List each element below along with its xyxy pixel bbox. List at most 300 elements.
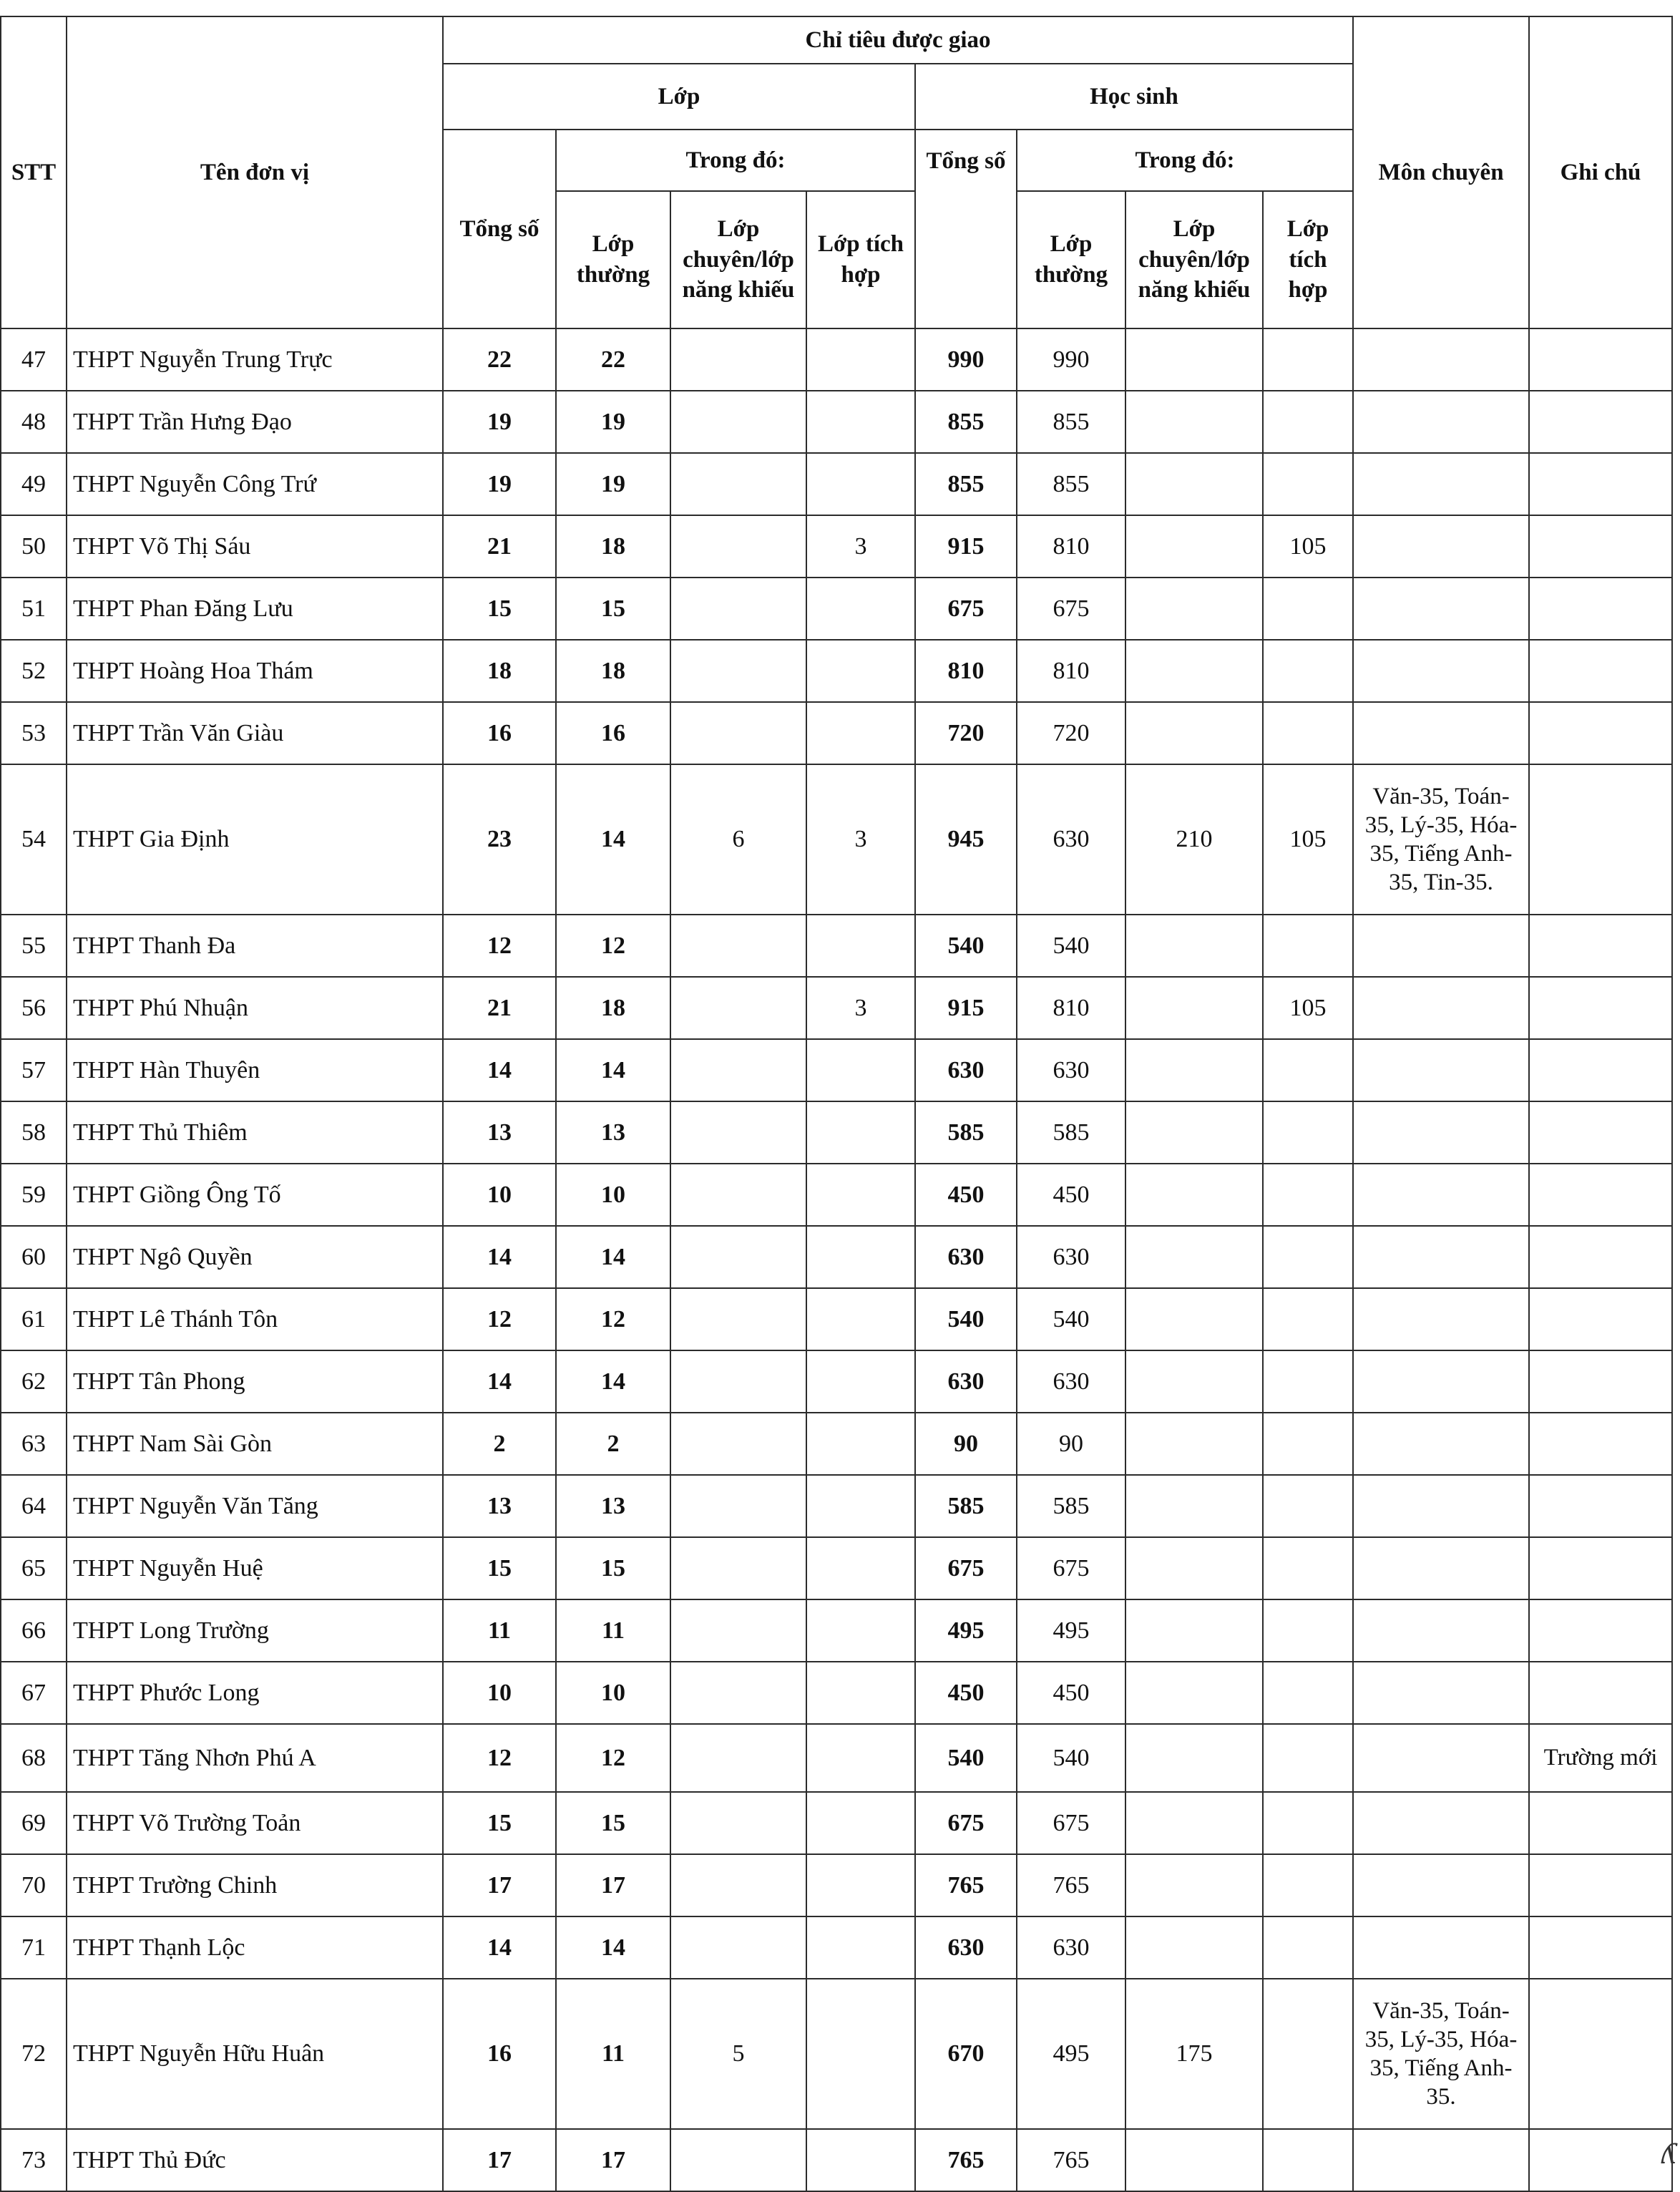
- cell-class-regular: 16: [556, 702, 670, 764]
- cell-class-integrated: [806, 1101, 915, 1164]
- cell-notes: [1529, 764, 1672, 915]
- cell-class-specialized: [670, 977, 806, 1039]
- cell-unit-name: THPT Phú Nhuận: [67, 977, 443, 1039]
- header-class-total: Tổng số: [443, 130, 556, 328]
- cell-class-specialized: [670, 702, 806, 764]
- cell-student-total: 450: [915, 1662, 1017, 1724]
- cell-class-integrated: [806, 578, 915, 640]
- cell-student-total: 585: [915, 1475, 1017, 1537]
- cell-class-specialized: [670, 1792, 806, 1854]
- cell-class-regular: 13: [556, 1475, 670, 1537]
- cell-specialized-subjects: [1353, 1164, 1529, 1226]
- cell-student-regular: 675: [1017, 1537, 1125, 1599]
- cell-student-specialized: [1125, 1792, 1263, 1854]
- quota-table: [0, 16, 1673, 2192]
- table-row: [1, 702, 1672, 764]
- table-body: [1, 328, 1672, 2191]
- cell-class-integrated: [806, 1413, 915, 1475]
- cell-class-specialized: [670, 1039, 806, 1101]
- cell-student-specialized: [1125, 1226, 1263, 1288]
- cell-class-total: 10: [443, 1662, 556, 1724]
- cell-student-specialized: [1125, 702, 1263, 764]
- cell-class-specialized: [670, 2129, 806, 2191]
- cell-stt: 62: [1, 1350, 67, 1413]
- cell-class-specialized: [670, 1537, 806, 1599]
- cell-student-regular: 765: [1017, 1854, 1125, 1916]
- cell-student-specialized: [1125, 1288, 1263, 1350]
- table-row: [1, 1599, 1672, 1662]
- cell-student-integrated: [1263, 453, 1353, 515]
- cell-class-total: 12: [443, 915, 556, 977]
- cell-class-total: 16: [443, 1979, 556, 2129]
- cell-class-regular: 18: [556, 515, 670, 578]
- cell-unit-name: THPT Gia Định: [67, 764, 443, 915]
- cell-class-total: 23: [443, 764, 556, 915]
- cell-unit-name: THPT Võ Trường Toản: [67, 1792, 443, 1854]
- cell-student-regular: 810: [1017, 515, 1125, 578]
- table-row: [1, 2129, 1672, 2191]
- cell-class-specialized: [670, 1288, 806, 1350]
- cell-unit-name: THPT Nguyễn Hữu Huân: [67, 1979, 443, 2129]
- table-row: [1, 1662, 1672, 1724]
- cell-specialized-subjects: [1353, 1662, 1529, 1724]
- cell-student-specialized: [1125, 391, 1263, 453]
- cell-stt: 68: [1, 1724, 67, 1792]
- cell-stt: 58: [1, 1101, 67, 1164]
- cell-unit-name: THPT Nguyễn Công Trứ: [67, 453, 443, 515]
- cell-class-integrated: [806, 1724, 915, 1792]
- cell-student-regular: 630: [1017, 764, 1125, 915]
- cell-class-specialized: [670, 1916, 806, 1979]
- cell-student-integrated: [1263, 1226, 1353, 1288]
- cell-specialized-subjects: [1353, 1226, 1529, 1288]
- table-row: [1, 1226, 1672, 1288]
- table-row: [1, 1288, 1672, 1350]
- cell-student-specialized: [1125, 1164, 1263, 1226]
- cell-student-specialized: [1125, 915, 1263, 977]
- cell-stt: 67: [1, 1662, 67, 1724]
- cell-class-integrated: [806, 1916, 915, 1979]
- cell-specialized-subjects: [1353, 1288, 1529, 1350]
- cell-class-integrated: [806, 1475, 915, 1537]
- cell-student-specialized: [1125, 1854, 1263, 1916]
- cell-class-total: 16: [443, 702, 556, 764]
- cell-class-total: 21: [443, 977, 556, 1039]
- cell-notes: [1529, 915, 1672, 977]
- cell-notes: [1529, 1854, 1672, 1916]
- cell-class-integrated: [806, 328, 915, 391]
- cell-student-integrated: [1263, 1792, 1353, 1854]
- cell-stt: 48: [1, 391, 67, 453]
- cell-student-total: 540: [915, 915, 1017, 977]
- cell-specialized-subjects: [1353, 328, 1529, 391]
- cell-specialized-subjects: [1353, 1724, 1529, 1792]
- cell-unit-name: THPT Lê Thánh Tôn: [67, 1288, 443, 1350]
- cell-student-integrated: [1263, 915, 1353, 977]
- cell-stt: 71: [1, 1916, 67, 1979]
- cell-student-total: 450: [915, 1164, 1017, 1226]
- table-row: [1, 1413, 1672, 1475]
- cell-notes: [1529, 1350, 1672, 1413]
- cell-class-specialized: [670, 515, 806, 578]
- cell-student-total: 630: [915, 1226, 1017, 1288]
- cell-specialized-subjects: [1353, 2129, 1529, 2191]
- cell-student-total: 915: [915, 515, 1017, 578]
- cell-class-regular: 19: [556, 453, 670, 515]
- cell-student-regular: 450: [1017, 1164, 1125, 1226]
- cell-stt: 51: [1, 578, 67, 640]
- cell-class-integrated: 3: [806, 515, 915, 578]
- cell-student-integrated: 105: [1263, 764, 1353, 915]
- cell-class-total: 15: [443, 1792, 556, 1854]
- cell-specialized-subjects: [1353, 977, 1529, 1039]
- cell-class-specialized: [670, 1164, 806, 1226]
- cell-notes: [1529, 328, 1672, 391]
- cell-stt: 65: [1, 1537, 67, 1599]
- cell-unit-name: THPT Thủ Đức: [67, 2129, 443, 2191]
- cell-class-integrated: [806, 1792, 915, 1854]
- cell-specialized-subjects: [1353, 640, 1529, 702]
- cell-class-specialized: [670, 328, 806, 391]
- cell-class-specialized: [670, 1724, 806, 1792]
- cell-notes: [1529, 702, 1672, 764]
- table-row: [1, 1537, 1672, 1599]
- cell-notes: [1529, 1288, 1672, 1350]
- cell-class-specialized: [670, 1662, 806, 1724]
- cell-student-integrated: [1263, 1164, 1353, 1226]
- table-row: [1, 328, 1672, 391]
- cell-student-regular: 90: [1017, 1413, 1125, 1475]
- cell-class-total: 17: [443, 2129, 556, 2191]
- cell-class-regular: 12: [556, 1288, 670, 1350]
- cell-student-specialized: [1125, 1101, 1263, 1164]
- cell-student-total: 810: [915, 640, 1017, 702]
- cell-class-regular: 14: [556, 1350, 670, 1413]
- cell-class-integrated: [806, 1662, 915, 1724]
- cell-student-total: 765: [915, 2129, 1017, 2191]
- cell-notes: [1529, 391, 1672, 453]
- cell-student-regular: 855: [1017, 391, 1125, 453]
- cell-class-regular: 14: [556, 1916, 670, 1979]
- cell-student-total: 585: [915, 1101, 1017, 1164]
- cell-notes: [1529, 1039, 1672, 1101]
- cell-unit-name: THPT Hoàng Hoa Thám: [67, 640, 443, 702]
- cell-specialized-subjects: [1353, 1537, 1529, 1599]
- cell-class-total: 12: [443, 1288, 556, 1350]
- cell-student-total: 90: [915, 1413, 1017, 1475]
- cell-student-specialized: [1125, 1916, 1263, 1979]
- table-row: [1, 1164, 1672, 1226]
- cell-specialized-subjects: Văn-35, Toán-35, Lý-35, Hóa-35, Tiếng Anh-35.: [1353, 1979, 1529, 2129]
- cell-student-integrated: 105: [1263, 977, 1353, 1039]
- header-classes: Lớp: [443, 64, 915, 130]
- cell-class-specialized: 5: [670, 1979, 806, 2129]
- cell-class-integrated: [806, 2129, 915, 2191]
- cell-class-total: 14: [443, 1916, 556, 1979]
- cell-specialized-subjects: [1353, 1413, 1529, 1475]
- cell-class-total: 14: [443, 1350, 556, 1413]
- cell-class-regular: 18: [556, 640, 670, 702]
- table-row: [1, 640, 1672, 702]
- cell-student-regular: 990: [1017, 328, 1125, 391]
- cell-student-total: 675: [915, 1792, 1017, 1854]
- cell-class-total: 11: [443, 1599, 556, 1662]
- cell-stt: 52: [1, 640, 67, 702]
- cell-class-total: 15: [443, 1537, 556, 1599]
- cell-notes: [1529, 1916, 1672, 1979]
- cell-student-integrated: [1263, 1662, 1353, 1724]
- cell-specialized-subjects: [1353, 1039, 1529, 1101]
- cell-student-specialized: [1125, 328, 1263, 391]
- cell-student-regular: 630: [1017, 1039, 1125, 1101]
- cell-student-regular: 585: [1017, 1475, 1125, 1537]
- cell-class-integrated: [806, 1039, 915, 1101]
- cell-student-integrated: [1263, 391, 1353, 453]
- cell-unit-name: THPT Tăng Nhơn Phú A: [67, 1724, 443, 1792]
- cell-class-regular: 15: [556, 578, 670, 640]
- cell-student-integrated: [1263, 2129, 1353, 2191]
- cell-class-integrated: [806, 1226, 915, 1288]
- cell-class-integrated: [806, 702, 915, 764]
- cell-unit-name: THPT Giồng Ông Tố: [67, 1164, 443, 1226]
- cell-specialized-subjects: [1353, 1854, 1529, 1916]
- cell-stt: 72: [1, 1979, 67, 2129]
- cell-student-total: 720: [915, 702, 1017, 764]
- cell-student-integrated: [1263, 1599, 1353, 1662]
- cell-student-specialized: 175: [1125, 1979, 1263, 2129]
- cell-class-integrated: [806, 1350, 915, 1413]
- table-header: [1, 16, 1672, 328]
- cell-student-regular: 540: [1017, 1724, 1125, 1792]
- cell-student-specialized: [1125, 1724, 1263, 1792]
- cell-notes: [1529, 1792, 1672, 1854]
- cell-notes: [1529, 578, 1672, 640]
- header-notes: Ghi chú: [1529, 16, 1672, 328]
- cell-student-regular: 540: [1017, 915, 1125, 977]
- cell-stt: 54: [1, 764, 67, 915]
- cell-stt: 73: [1, 2129, 67, 2191]
- cell-stt: 50: [1, 515, 67, 578]
- cell-notes: [1529, 2129, 1672, 2191]
- header-student-breakdown: Trong đó:: [1017, 130, 1353, 191]
- table-row: [1, 1916, 1672, 1979]
- cell-student-integrated: [1263, 578, 1353, 640]
- cell-class-regular: 2: [556, 1413, 670, 1475]
- cell-class-specialized: [670, 1475, 806, 1537]
- header-class-breakdown: Trong đó:: [556, 130, 915, 191]
- cell-specialized-subjects: [1353, 1792, 1529, 1854]
- cell-unit-name: THPT Phước Long: [67, 1662, 443, 1724]
- cell-student-total: 540: [915, 1288, 1017, 1350]
- header-students: Học sinh: [915, 64, 1353, 130]
- cell-student-regular: 630: [1017, 1226, 1125, 1288]
- cell-unit-name: THPT Nam Sài Gòn: [67, 1413, 443, 1475]
- cell-unit-name: THPT Võ Thị Sáu: [67, 515, 443, 578]
- header-class-specialized: Lớp chuyên/lớp năng khiếu: [670, 191, 806, 328]
- cell-stt: 61: [1, 1288, 67, 1350]
- cell-notes: Trường mới: [1529, 1724, 1672, 1792]
- cell-student-total: 670: [915, 1979, 1017, 2129]
- cell-unit-name: THPT Long Trường: [67, 1599, 443, 1662]
- cell-specialized-subjects: [1353, 578, 1529, 640]
- cell-student-regular: 855: [1017, 453, 1125, 515]
- cell-notes: [1529, 1537, 1672, 1599]
- cell-class-total: 19: [443, 453, 556, 515]
- cell-class-regular: 17: [556, 1854, 670, 1916]
- cell-student-specialized: [1125, 1599, 1263, 1662]
- cell-student-integrated: 105: [1263, 515, 1353, 578]
- cell-student-integrated: [1263, 640, 1353, 702]
- cell-stt: 53: [1, 702, 67, 764]
- header-student-total: Tổng số: [915, 130, 1017, 328]
- cell-unit-name: THPT Ngô Quyền: [67, 1226, 443, 1288]
- cell-student-integrated: [1263, 702, 1353, 764]
- cell-notes: [1529, 1413, 1672, 1475]
- cell-student-total: 630: [915, 1039, 1017, 1101]
- cell-student-integrated: [1263, 1724, 1353, 1792]
- cell-class-regular: 11: [556, 1599, 670, 1662]
- cell-class-integrated: [806, 1599, 915, 1662]
- cell-student-integrated: [1263, 1350, 1353, 1413]
- cell-notes: [1529, 1164, 1672, 1226]
- cell-student-regular: 675: [1017, 578, 1125, 640]
- cell-unit-name: THPT Phan Đăng Lưu: [67, 578, 443, 640]
- cell-class-total: 22: [443, 328, 556, 391]
- cell-class-integrated: [806, 391, 915, 453]
- cell-student-integrated: [1263, 1475, 1353, 1537]
- cell-unit-name: THPT Nguyễn Huệ: [67, 1537, 443, 1599]
- cell-class-regular: 13: [556, 1101, 670, 1164]
- table-row: [1, 1979, 1672, 2129]
- cell-unit-name: THPT Nguyễn Trung Trực: [67, 328, 443, 391]
- cell-unit-name: THPT Trường Chinh: [67, 1854, 443, 1916]
- cell-class-total: 15: [443, 578, 556, 640]
- cell-student-specialized: [1125, 1350, 1263, 1413]
- cell-class-total: 14: [443, 1039, 556, 1101]
- cell-class-regular: 10: [556, 1164, 670, 1226]
- cell-unit-name: THPT Hàn Thuyên: [67, 1039, 443, 1101]
- header-class-integrated: Lớp tích hợp: [806, 191, 915, 328]
- cell-unit-name: THPT Thủ Thiêm: [67, 1101, 443, 1164]
- cell-class-total: 2: [443, 1413, 556, 1475]
- header-student-regular: Lớp thường: [1017, 191, 1125, 328]
- cell-class-specialized: [670, 915, 806, 977]
- cell-specialized-subjects: [1353, 1916, 1529, 1979]
- cell-specialized-subjects: [1353, 1475, 1529, 1537]
- cell-class-total: 10: [443, 1164, 556, 1226]
- cell-class-specialized: [670, 1599, 806, 1662]
- cell-stt: 57: [1, 1039, 67, 1101]
- cell-specialized-subjects: [1353, 915, 1529, 977]
- cell-student-regular: 450: [1017, 1662, 1125, 1724]
- cell-student-specialized: [1125, 578, 1263, 640]
- cell-unit-name: THPT Tân Phong: [67, 1350, 443, 1413]
- table-row: [1, 1101, 1672, 1164]
- cell-student-specialized: [1125, 515, 1263, 578]
- cell-class-regular: 15: [556, 1792, 670, 1854]
- table-row: [1, 1350, 1672, 1413]
- cell-notes: [1529, 1662, 1672, 1724]
- cell-student-total: 495: [915, 1599, 1017, 1662]
- cell-specialized-subjects: [1353, 391, 1529, 453]
- cell-unit-name: THPT Nguyễn Văn Tăng: [67, 1475, 443, 1537]
- cell-student-total: 855: [915, 391, 1017, 453]
- table-row: [1, 515, 1672, 578]
- cell-stt: 70: [1, 1854, 67, 1916]
- cell-class-specialized: [670, 640, 806, 702]
- cell-student-total: 855: [915, 453, 1017, 515]
- cell-unit-name: THPT Trần Văn Giàu: [67, 702, 443, 764]
- cell-student-integrated: [1263, 1288, 1353, 1350]
- cell-class-regular: 19: [556, 391, 670, 453]
- cell-student-total: 630: [915, 1350, 1017, 1413]
- cell-class-total: 21: [443, 515, 556, 578]
- cell-class-integrated: 3: [806, 977, 915, 1039]
- header-stt: STT: [1, 16, 67, 328]
- cell-class-total: 13: [443, 1101, 556, 1164]
- cell-student-regular: 495: [1017, 1979, 1125, 2129]
- cell-notes: [1529, 640, 1672, 702]
- cell-student-regular: 675: [1017, 1792, 1125, 1854]
- cell-student-total: 675: [915, 578, 1017, 640]
- cell-student-integrated: [1263, 1916, 1353, 1979]
- cell-student-total: 540: [915, 1724, 1017, 1792]
- table-row: [1, 915, 1672, 977]
- cell-stt: 64: [1, 1475, 67, 1537]
- header-assigned-quota: Chỉ tiêu được giao: [443, 16, 1353, 64]
- cell-student-total: 945: [915, 764, 1017, 915]
- header-student-integrated: Lớp tích hợp: [1263, 191, 1353, 328]
- table-row: [1, 1475, 1672, 1537]
- cell-notes: [1529, 1979, 1672, 2129]
- cell-class-integrated: 3: [806, 764, 915, 915]
- cell-student-specialized: [1125, 1537, 1263, 1599]
- cell-class-integrated: [806, 1164, 915, 1226]
- cell-class-total: 14: [443, 1226, 556, 1288]
- cell-student-regular: 495: [1017, 1599, 1125, 1662]
- cell-student-regular: 810: [1017, 977, 1125, 1039]
- cell-student-integrated: [1263, 328, 1353, 391]
- cell-class-regular: 18: [556, 977, 670, 1039]
- cell-specialized-subjects: Văn-35, Toán-35, Lý-35, Hóa-35, Tiếng Anh-35, Tin-35.: [1353, 764, 1529, 915]
- cell-student-total: 630: [915, 1916, 1017, 1979]
- cell-student-integrated: [1263, 1537, 1353, 1599]
- cell-class-regular: 15: [556, 1537, 670, 1599]
- cell-specialized-subjects: [1353, 453, 1529, 515]
- cell-notes: [1529, 1226, 1672, 1288]
- cell-class-total: 13: [443, 1475, 556, 1537]
- cell-unit-name: THPT Trần Hưng Đạo: [67, 391, 443, 453]
- cell-student-specialized: [1125, 1039, 1263, 1101]
- cell-notes: [1529, 1599, 1672, 1662]
- cell-specialized-subjects: [1353, 1599, 1529, 1662]
- cell-student-integrated: [1263, 1854, 1353, 1916]
- cell-stt: 49: [1, 453, 67, 515]
- cell-student-total: 765: [915, 1854, 1017, 1916]
- table-row: [1, 453, 1672, 515]
- cell-class-specialized: [670, 1413, 806, 1475]
- cell-student-total: 915: [915, 977, 1017, 1039]
- cell-class-regular: 17: [556, 2129, 670, 2191]
- table-row: [1, 391, 1672, 453]
- cell-stt: 47: [1, 328, 67, 391]
- cell-class-specialized: [670, 1226, 806, 1288]
- cell-class-regular: 12: [556, 915, 670, 977]
- cell-student-integrated: [1263, 1039, 1353, 1101]
- cell-student-regular: 765: [1017, 2129, 1125, 2191]
- table-row: [1, 578, 1672, 640]
- cell-student-integrated: [1263, 1413, 1353, 1475]
